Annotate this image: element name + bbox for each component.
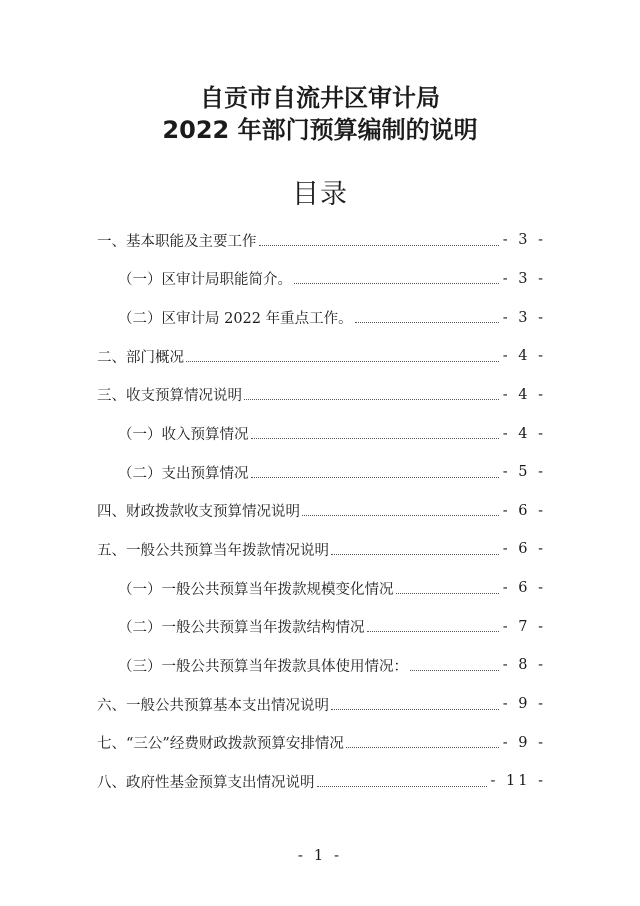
toc-entry-label: 五、一般公共预算当年拨款情况说明 (97, 542, 329, 559)
dot-leader (367, 631, 499, 632)
toc-entry-page: - 8 - (502, 657, 546, 674)
dot-leader (317, 786, 487, 787)
toc-entry-page: - 7 - (502, 618, 546, 635)
toc-entry-page: - 3 - (502, 270, 546, 287)
toc-entry (97, 414, 546, 453)
dot-leader (302, 515, 499, 516)
dot-leader (294, 283, 499, 284)
toc-heading: 目录 (292, 179, 348, 210)
toc-entry-label: （三）一般公共预算当年拨款具体使用情况： (118, 658, 408, 675)
toc-entry (97, 646, 546, 685)
toc-entry-label: （二）区审计局 2022 年重点工作。 (118, 311, 353, 328)
toc-entry-label: （二）一般公共预算当年拨款结构情况 (118, 620, 365, 637)
toc-entry-label: （一）一般公共预算当年拨款规模变化情况 (118, 581, 394, 598)
dot-leader (244, 399, 499, 400)
dot-leader (355, 322, 499, 323)
toc-entry-page: - 3 - (502, 309, 546, 326)
dot-leader (331, 709, 499, 710)
toc-entry-page: - 5 - (502, 464, 546, 481)
page-number-footer: - 1 - (297, 846, 343, 864)
toc-entry-page: - 4 - (502, 348, 546, 365)
dot-leader (251, 477, 499, 478)
toc-entry-label: （一）区审计局职能简介。 (118, 272, 292, 289)
dot-leader (251, 438, 499, 439)
toc-entry (97, 376, 546, 415)
toc-entry (97, 337, 546, 376)
table-of-contents (97, 221, 546, 801)
toc-entry-label: 二、部门概况 (97, 349, 184, 366)
toc-entry (97, 723, 546, 762)
toc-entry (97, 530, 546, 569)
toc-entry-page: - 9 - (502, 696, 546, 712)
toc-entry-page: - 6 - (502, 502, 546, 519)
toc-entry-label: 四、财政拨款收支预算情况说明 (97, 504, 300, 521)
toc-entry-label: （二）支出预算情况 (118, 465, 249, 482)
toc-entry (97, 260, 546, 299)
toc-entry (97, 491, 546, 530)
toc-entry-page: - 4 - (502, 386, 546, 403)
toc-entry (97, 221, 546, 260)
toc-entry-label: 三、收支预算情况说明 (97, 388, 242, 405)
document-title-line-2: 2022 年部门预算编制的说明 (162, 116, 478, 144)
toc-entry (97, 569, 546, 608)
toc-entry (97, 607, 546, 646)
dot-leader (410, 670, 499, 671)
toc-entry-page: - 9 - (502, 734, 546, 751)
toc-entry (97, 453, 546, 492)
toc-entry-page: - 6 - (502, 580, 546, 597)
dot-leader (396, 593, 499, 594)
dot-leader (186, 361, 499, 362)
document-title-line-1: 自贡市自流井区审计局 (200, 84, 440, 112)
toc-entry-page: - 3 - (502, 232, 546, 249)
toc-entry-page: - 4 - (502, 425, 546, 442)
dot-leader (259, 245, 499, 246)
dot-leader (346, 747, 499, 748)
toc-entry-label: 一、基本职能及主要工作 (97, 233, 257, 250)
toc-entry-page: - 11 - (490, 773, 546, 790)
toc-entry (97, 298, 546, 337)
toc-entry-label: 八、政府性基金预算支出情况说明 (97, 774, 315, 791)
toc-entry (97, 762, 546, 801)
toc-entry-label: （一）收入预算情况 (118, 427, 249, 444)
toc-entry (97, 685, 546, 724)
toc-entry-label: 六、一般公共预算基本支出情况说明 (97, 697, 329, 714)
toc-entry-page: - 6 - (502, 541, 546, 558)
dot-leader (331, 554, 499, 555)
toc-entry-label: 七、“三公”经费财政拨款预算安排情况 (97, 736, 344, 753)
